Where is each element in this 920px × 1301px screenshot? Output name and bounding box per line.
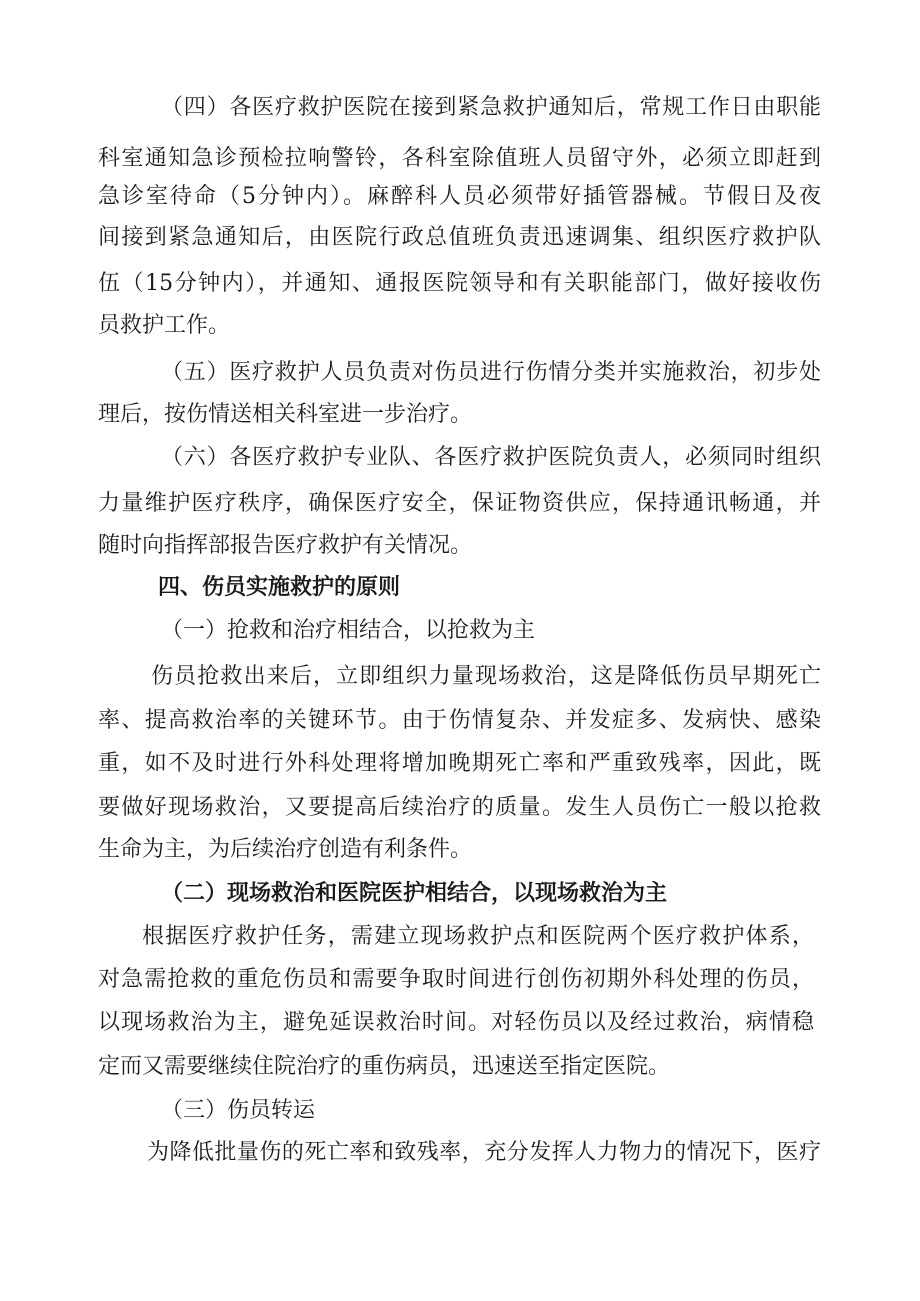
paragraph-2-line-3: 以现场救治为主，避免延误救治时间。对轻伤员以及经过救治，病情稳 [98, 1010, 814, 1035]
paragraph-2-line-4: 定而又需要继续住院治疗的重伤病员，迅速送至指定医院。 [98, 1054, 671, 1079]
paragraph-2-line-2: 对急需抢救的重危伤员和需要争取时间进行创伤初期外科处理的伤员， [98, 967, 814, 992]
paragraph-6-line-2: 力量维护医疗秩序，确保医疗安全，保证物资供应，保持通讯畅通，并 [98, 491, 821, 516]
section-heading: 四、伤员实施救护的原则 [158, 575, 401, 600]
paragraph-4-line-4: 间接到紧急通知后，由医院行政总值班负责迅速调集、组织医疗救护队 [98, 225, 821, 250]
paragraph-4-line-3: 急诊室待命（5分钟内）。麻醉科人员必须带好插管器械。节假日及夜 [98, 184, 821, 209]
paragraph-5-line-1: （五）医疗救护人员负责对伤员进行伤情分类并实施救治，初步处 [161, 360, 821, 385]
paragraph-4-line-5: 伍（15分钟内），并通知、通报医院领导和有关职能部门，做好接收伤 [98, 271, 821, 296]
paragraph-1-line-4: 要做好现场救治，又要提高后续治疗的质量。发生人员伤亡一般以抢救 [98, 795, 821, 820]
paragraph-5-line-2: 理后，按伤情送相关科室进一步治疗。 [98, 402, 473, 427]
subheading-3: （三）伤员转运 [161, 1098, 316, 1123]
paragraph-6-line-1: （六）各医疗救护专业队、各医疗救护医院负责人，必须同时组织 [161, 445, 821, 470]
subheading-2: （二）现场救治和医院医护相结合，以现场救治为主 [161, 881, 668, 906]
subheading-1: （一）抢救和治疗相结合，以抢救为主 [161, 618, 536, 643]
paragraph-4-line-2: 科室通知急诊预检拉响警铃，各科室除值班人员留守外，必须立即赶到 [98, 146, 821, 171]
paragraph-1-line-1: 伤员抢救出来后，立即组织力量现场救治，这是降低伤员早期死亡 [151, 664, 821, 689]
paragraph-1-line-2: 率、提高救治率的关键环节。由于伤情复杂、并发症多、发病快、感染 [98, 708, 821, 733]
paragraph-1-line-3: 重，如不及时进行外科处理将增加晚期死亡率和严重致残率，因此，既 [98, 751, 821, 776]
paragraph-4-line-1: （四）各医疗救护医院在接到紧急救护通知后，常规工作日由职能 [161, 95, 821, 120]
paragraph-6-line-3: 随时向指挥部报告医疗救护有关情况。 [98, 533, 473, 558]
paragraph-3-line-1: 为降低批量伤的死亡率和致残率，充分发挥人力物力的情况下，医疗 [147, 1140, 821, 1165]
paragraph-4-line-6: 员救护工作。 [98, 313, 231, 338]
paragraph-1-line-5: 生命为主，为后续治疗创造有利条件。 [98, 837, 473, 862]
paragraph-2-line-1: 根据医疗救护任务，需建立现场救护点和医院两个医疗救护体系， [142, 924, 814, 949]
